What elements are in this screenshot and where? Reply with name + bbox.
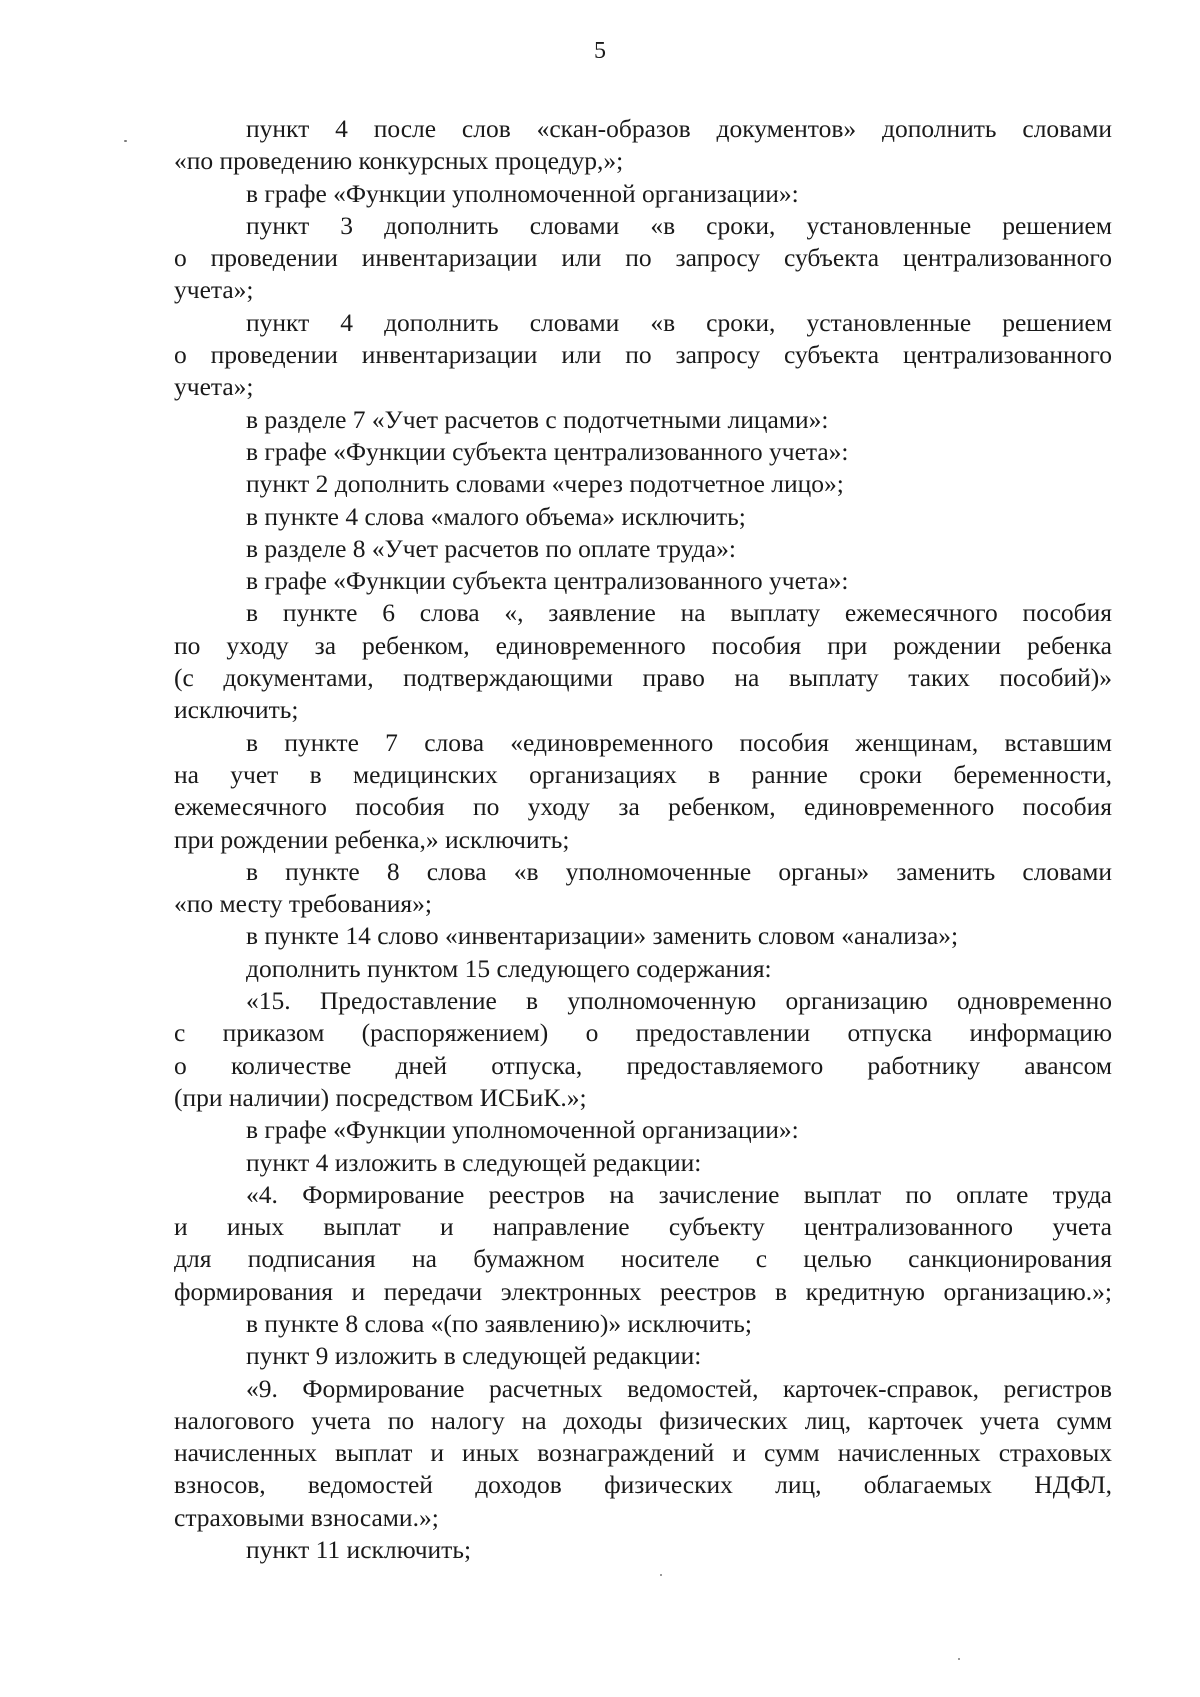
text-line: пункт 4 дополнить словами «в сроки, установленные решением — [246, 307, 1112, 337]
text-line: пункт 4 изложить в следующей редакции: — [246, 1147, 702, 1177]
text-line: (при наличии) посредством ИСБиК.»; — [174, 1082, 587, 1112]
text-line: в пункте 8 слова «в уполномоченные органы» заменить словами — [246, 856, 1112, 886]
text-line: и иных выплат и направление субъекту централизованного учета — [174, 1212, 1112, 1242]
text-line: в графе «Функции субъекта централизованного учета»: — [246, 436, 849, 466]
text-line: пункт 3 дополнить словами «в сроки, установленные решением — [246, 210, 1112, 240]
text-line: пункт 11 исключить; — [246, 1535, 472, 1565]
text-line: в графе «Функции уполномоченной организации»: — [246, 178, 799, 208]
text-line: формирования и передачи электронных реестров в кредитную организацию.»; — [174, 1276, 1112, 1306]
text-line: в пункте 7 слова «единовременного пособия женщинам, вставшим — [246, 727, 1112, 757]
text-line: в пункте 6 слова «, заявление на выплату ежемесячного пособия — [246, 598, 1112, 628]
text-line: «9. Формирование расчетных ведомостей, карточек-справок, регистров — [246, 1373, 1112, 1403]
scan-speck — [958, 1658, 960, 1660]
text-line: дополнить пунктом 15 следующего содержания: — [246, 953, 772, 983]
text-line: на учет в медицинских организациях в ранние сроки беременности, — [174, 759, 1112, 789]
text-line: в графе «Функции субъекта централизованного учета»: — [246, 566, 849, 596]
text-line: для подписания на бумажном носителе с целью санкционирования — [174, 1244, 1112, 1274]
text-line: ежемесячного пособия по уходу за ребенком, единовременного пособия — [174, 792, 1112, 822]
document-body — [174, 113, 1112, 1566]
text-line: с приказом (распоряжением) о предоставлении отпуска информацию — [174, 1018, 1112, 1048]
page-number: 5 — [594, 38, 606, 64]
text-line: в пункте 4 слова «малого объема» исключить; — [246, 501, 746, 531]
text-line: начисленных выплат и иных вознаграждений и сумм начисленных страховых — [174, 1438, 1112, 1468]
text-line: «по проведению конкурсных процедур,»; — [174, 146, 624, 176]
text-line: пункт 4 после слов «скан-образов документов» дополнить словами — [246, 114, 1112, 143]
text-line: учета»; — [174, 275, 254, 305]
text-line: налогового учета по налогу на доходы физических лиц, карточек учета сумм — [174, 1405, 1112, 1435]
scan-speck — [660, 1574, 662, 1576]
text-line: пункт 2 дополнить словами «через подотчетное лицо»; — [246, 469, 844, 499]
text-line: в разделе 7 «Учет расчетов с подотчетными лицами»: — [246, 404, 829, 434]
text-line: в пункте 14 слово «инвентаризации» заменить словом «анализа»; — [246, 921, 959, 951]
text-line: «15. Предоставление в уполномоченную организацию одновременно — [246, 986, 1112, 1016]
text-line: пункт 9 изложить в следующей редакции: — [246, 1341, 702, 1371]
text-line: о проведении инвентаризации или по запросу субъекта централизованного — [174, 243, 1112, 273]
text-line: исключить; — [174, 695, 299, 725]
scan-speck — [124, 140, 127, 142]
text-line: «4. Формирование реестров на зачисление выплат по оплате труда — [246, 1179, 1112, 1209]
text-line: (с документами, подтверждающими право на выплату таких пособий)» — [174, 663, 1112, 693]
text-line: о количестве дней отпуска, предоставляемого работнику авансом — [174, 1050, 1112, 1080]
text-line: страховыми взносами.»; — [174, 1502, 439, 1532]
text-line: учета»; — [174, 372, 254, 402]
text-line: в разделе 8 «Учет расчетов по оплате труда»: — [246, 533, 736, 563]
text-line: взносов, ведомостей доходов физических лиц, облагаемых НДФЛ, — [174, 1470, 1112, 1500]
text-line: по уходу за ребенком, единовременного пособия при рождении ребенка — [174, 630, 1112, 660]
text-line: в графе «Функции уполномоченной организации»: — [246, 1115, 799, 1145]
text-line: о проведении инвентаризации или по запросу субъекта централизованного — [174, 340, 1112, 370]
text-line: при рождении ребенка,» исключить; — [174, 824, 570, 854]
text-line: «по месту требования»; — [174, 889, 432, 919]
text-line: в пункте 8 слова «(по заявлению)» исключить; — [246, 1308, 752, 1338]
